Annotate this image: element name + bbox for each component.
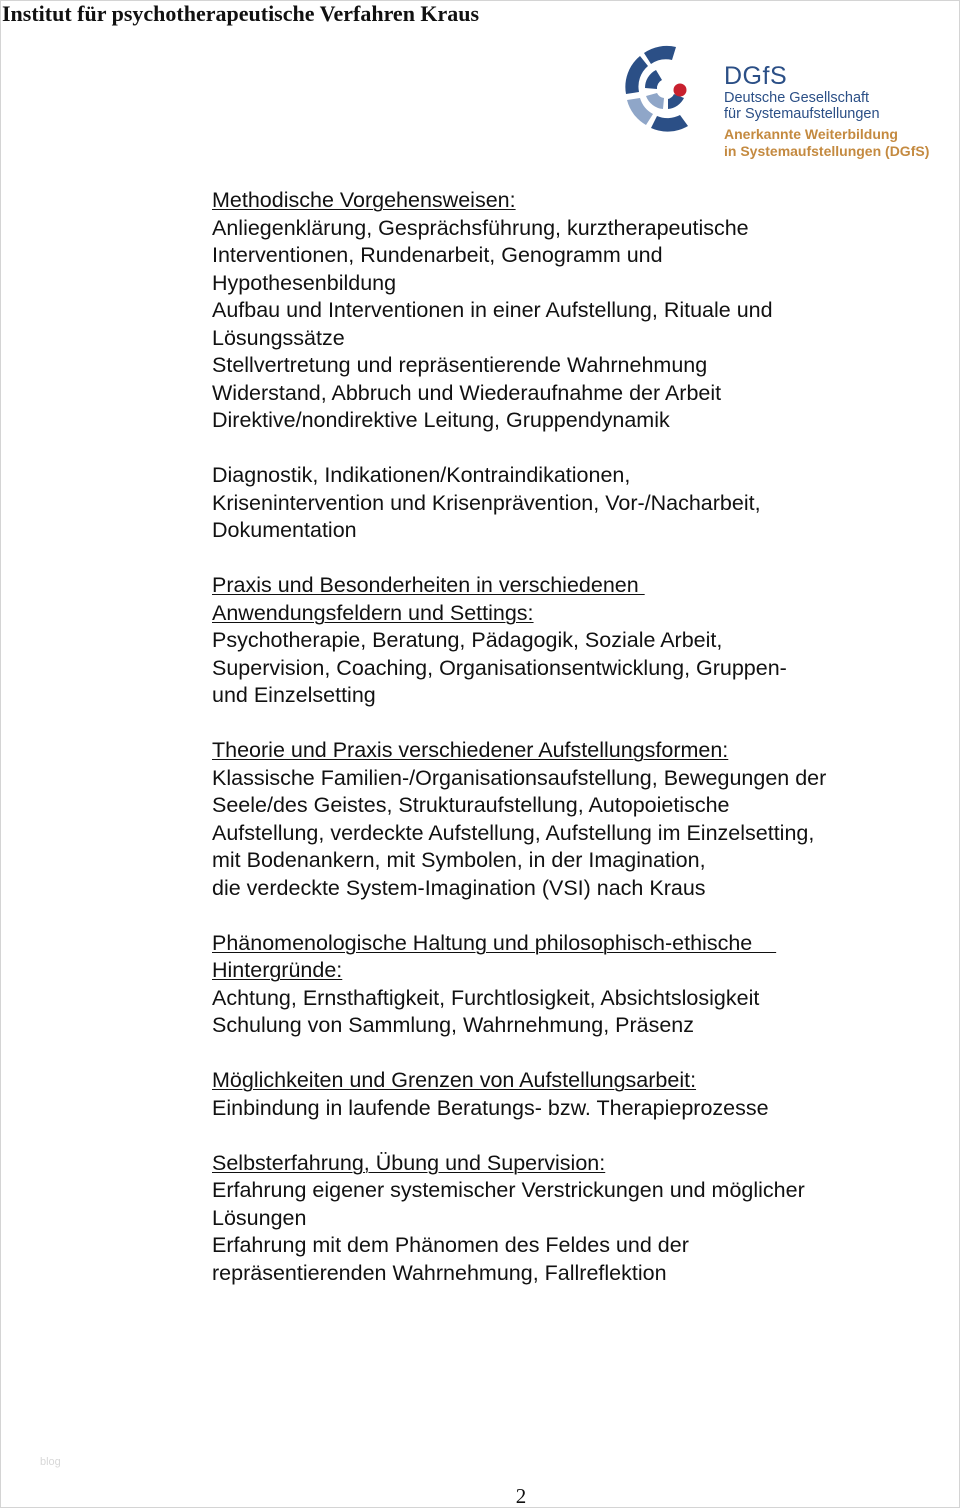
section-text-line: Seele/des Geistes, Strukturaufstellung, Autopoietische [212,793,730,817]
section-text-line: Anliegenklärung, Gesprächsführung, kurztherapeutische [212,215,749,240]
logo-arc-inner-1 [645,70,662,89]
logo-arc-inner-2 [646,93,664,109]
logo-arc-outer-1 [625,56,648,94]
watermark: blog [40,1456,61,1468]
dgfs-logo-mark-icon [618,42,708,134]
section-text-line: mit Bodenankern, mit Symbolen, in der Imagination, [212,848,706,872]
section-text-line: Aufstellung, verdeckte Aufstellung, Aufstellung im Einzelsetting, [212,820,815,845]
section-text-line: Einbindung in laufende Beratungs- bzw. Therapieprozesse [212,1095,769,1120]
curriculum-section [212,187,932,435]
logo-arc-outer-2 [644,46,676,64]
section-heading: Phänomenologische Haltung und philosophisch-ethische [212,930,777,955]
section-text-line: Erfahrung eigener systemischer Verstrickungen und möglicher [212,1178,805,1202]
section-text-line: Aufbau und Interventionen in einer Aufstellung, Rituale und [212,298,773,322]
section-text-line: Lösungen [212,1205,307,1230]
logo-name-line-2: für Systemaufstellungen [724,106,880,122]
curriculum-content [212,187,932,1315]
section-text-line: die verdeckte System-Imagination (VSI) nach Kraus [212,875,706,900]
section-text-line: und Einzelsetting [212,683,376,707]
section-text-line: Psychotherapie, Beratung, Pädagogik, Soziale Arbeit, [212,628,723,652]
curriculum-section [212,737,932,902]
section-text-line: Dokumentation [212,518,357,542]
curriculum-section [212,1067,932,1122]
logo-arc-outer-3 [627,98,653,125]
logo-text [724,62,929,160]
section-heading: Selbsterfahrung, Übung und Supervision: [212,1150,606,1175]
institute-title: Institut für psychotherapeutische Verfahren Kraus [2,1,480,26]
section-text-line: Klassische Familien-/Organisationsaufstellung, Bewegungen der [212,765,827,790]
section-heading: Praxis und Besonderheiten in verschiedenen [212,573,645,597]
section-heading: Möglichkeiten und Grenzen von Aufstellungsarbeit: [212,1068,697,1092]
section-text-line: Widerstand, Abbruch und Wiederaufnahme der Arbeit [212,380,722,405]
logo-tagline-line-2: in Systemaufstellungen (DGfS) [724,143,930,159]
curriculum-section [212,1150,932,1288]
page-number: 2 [515,1484,527,1508]
section-heading: Anwendungsfeldern und Settings: [212,600,534,625]
section-text-line: Interventionen, Rundenarbeit, Genogramm und [212,243,663,267]
section-heading: Methodische Vorgehensweisen: [212,188,516,212]
logo-tagline-line-1: Anerkannte Weiterbildung [724,126,898,142]
section-text-line: Hypothesenbildung [212,270,397,295]
section-text-line: Diagnostik, Indikationen/Kontraindikationen, [212,463,631,487]
dgfs-logo [618,42,958,172]
section-text-line: Schulung von Sammlung, Wahrnehmung, Präsenz [212,1013,695,1037]
curriculum-section [212,462,932,545]
section-heading: Theorie und Praxis verschiedener Aufstellungsformen: [212,738,729,762]
section-text-line: repräsentierenden Wahrnehmung, Fallreflektion [212,1260,667,1285]
logo-red-dot [674,84,687,97]
section-heading: Hintergründe: [212,958,343,982]
section-text-line: Stellvertretung und repräsentierende Wahrnehmung [212,353,708,377]
curriculum-section [212,930,932,1040]
section-text-line: Erfahrung mit dem Phänomen des Feldes und der [212,1233,689,1257]
curriculum-section [212,572,932,710]
logo-name-line-1: Deutsche Gesellschaft [724,90,870,106]
section-text-line: Direktive/nondirektive Leitung, Gruppendynamik [212,408,670,432]
logo-arc-outer-4 [651,115,688,132]
section-text-line: Lösungssätze [212,325,345,350]
section-text-line: Krisenintervention und Krisenprävention, Vor-/Nacharbeit, [212,490,761,515]
section-text-line: Supervision, Coaching, Organisationsentwicklung, Gruppen- [212,655,787,680]
logo-abbreviation: DGfS [724,62,788,90]
section-text-line: Achtung, Ernsthaftigkeit, Furchtlosigkeit, Absichtslosigkeit [212,985,760,1010]
